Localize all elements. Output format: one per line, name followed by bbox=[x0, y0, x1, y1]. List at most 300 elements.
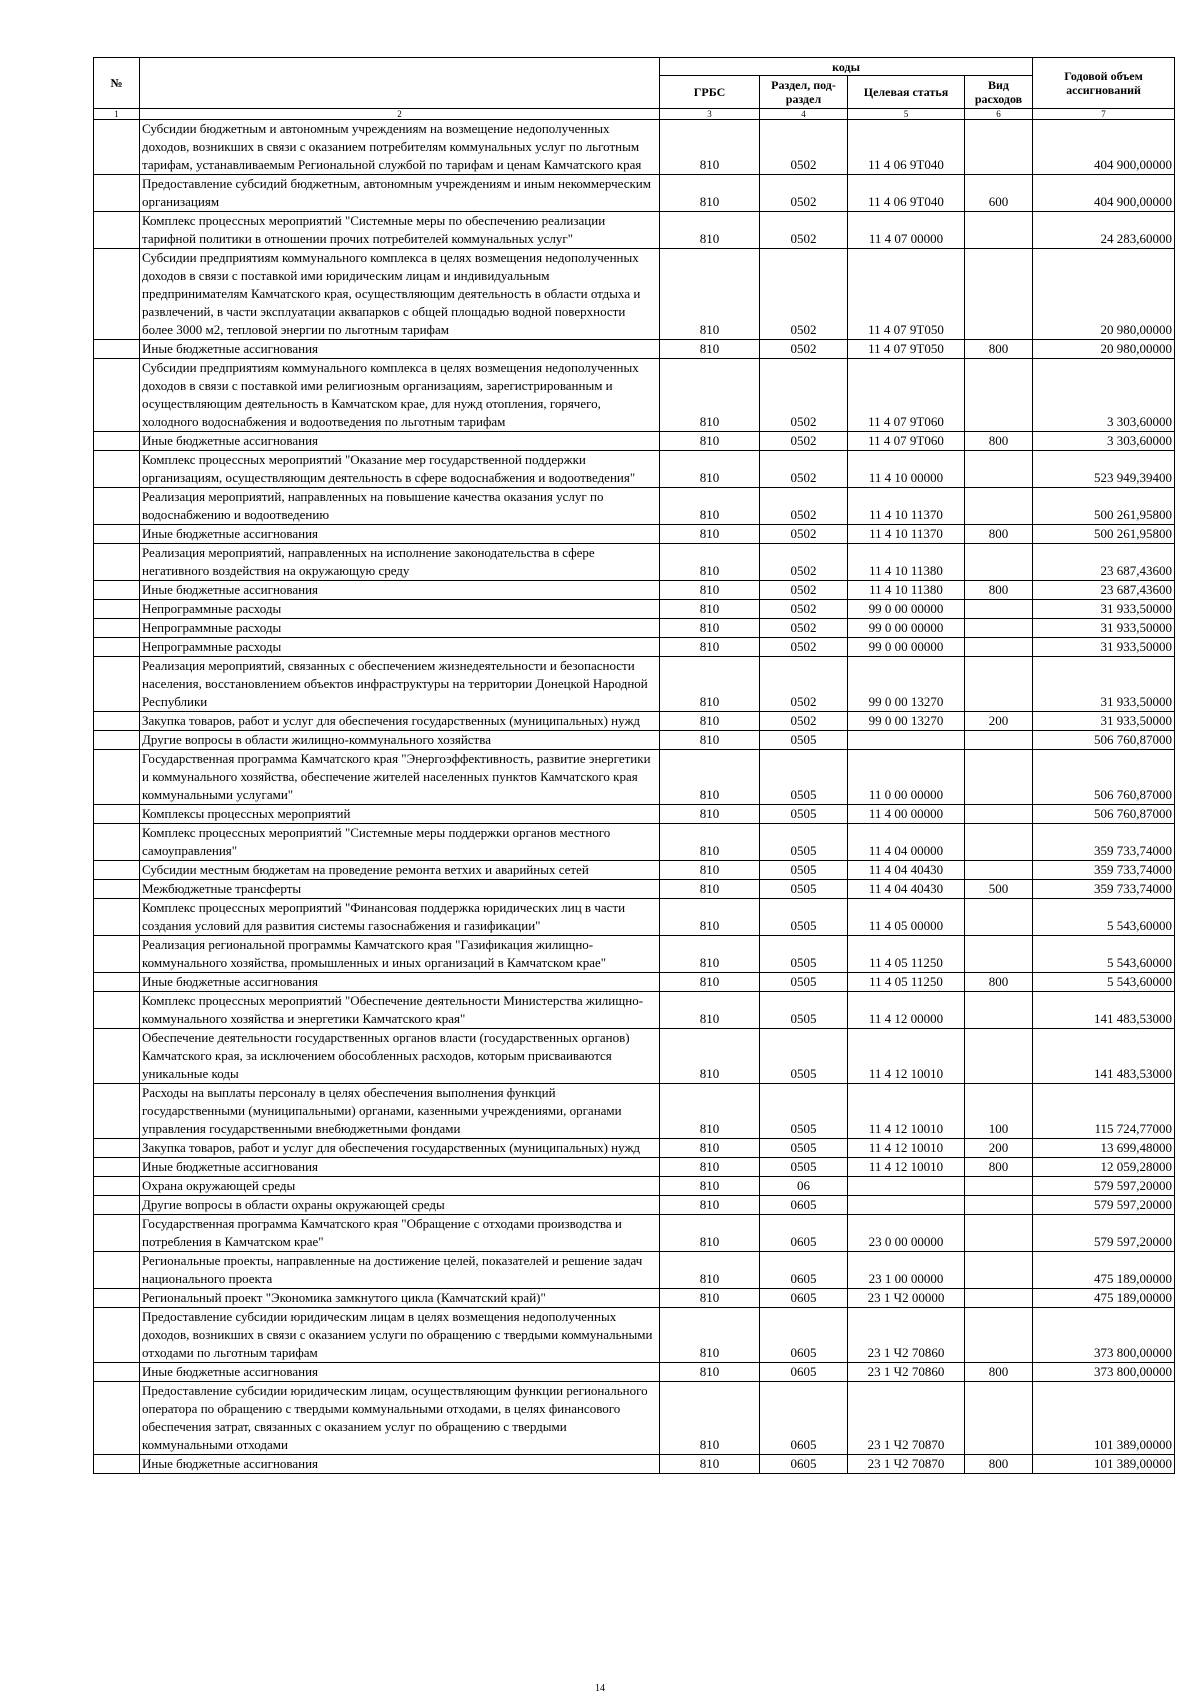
page-number: 14 bbox=[595, 1683, 605, 1694]
row-grbs-cell: 810 bbox=[660, 212, 760, 249]
row-type-cell bbox=[965, 488, 1033, 525]
row-amount-cell: 5 543,60000 bbox=[1033, 973, 1175, 992]
row-section-cell: 0502 bbox=[760, 488, 848, 525]
row-section-cell: 0605 bbox=[760, 1363, 848, 1382]
row-name-cell: Иные бюджетные ассигнования bbox=[140, 1158, 660, 1177]
column-number: 3 bbox=[660, 109, 760, 120]
table-row bbox=[94, 805, 1175, 824]
row-amount-cell: 5 543,60000 bbox=[1033, 936, 1175, 973]
row-grbs-cell: 810 bbox=[660, 1177, 760, 1196]
row-grbs-cell: 810 bbox=[660, 899, 760, 936]
row-number-cell bbox=[94, 340, 140, 359]
table-row bbox=[94, 249, 1175, 340]
row-target-cell: 11 4 06 9Т040 bbox=[848, 175, 965, 212]
row-name-cell: Реализация мероприятий, связанных с обеспечением жизнедеятельности и безопасности населения, восстановлением объектов инфраструктуры на территории Донецкой Народной Республики bbox=[140, 657, 660, 712]
row-name-cell: Непрограммные расходы bbox=[140, 619, 660, 638]
row-name-cell: Субсидии предприятиям коммунального комплекса в целях возмещения недополученных доходов в связи с поставкой ими юридическим лицам и индивидуальным предпринимателям Камчатского края, осуществляющим деятельность в области отдыха и развлечений, в части эксплуатации аквапарков с общей площадью водной поверхности более 3000 м2, тепловой энергии по льготным тарифам bbox=[140, 249, 660, 340]
row-grbs-cell: 810 bbox=[660, 936, 760, 973]
row-name-cell: Реализация мероприятий, направленных на повышение качества оказания услуг по водоснабжению и водоотведению bbox=[140, 488, 660, 525]
row-type-cell: 800 bbox=[965, 432, 1033, 451]
table-row bbox=[94, 992, 1175, 1029]
row-section-cell: 0605 bbox=[760, 1382, 848, 1455]
row-grbs-cell: 810 bbox=[660, 731, 760, 750]
row-amount-cell: 20 980,00000 bbox=[1033, 249, 1175, 340]
row-amount-cell: 373 800,00000 bbox=[1033, 1363, 1175, 1382]
row-grbs-cell: 810 bbox=[660, 1158, 760, 1177]
table-row bbox=[94, 1455, 1175, 1474]
row-amount-cell: 31 933,50000 bbox=[1033, 712, 1175, 731]
row-section-cell: 0505 bbox=[760, 880, 848, 899]
row-target-cell: 11 4 07 9Т050 bbox=[848, 340, 965, 359]
row-grbs-cell: 810 bbox=[660, 824, 760, 861]
row-amount-cell: 359 733,74000 bbox=[1033, 861, 1175, 880]
row-target-cell: 11 4 10 11370 bbox=[848, 525, 965, 544]
row-type-cell: 500 bbox=[965, 880, 1033, 899]
row-target-cell: 11 4 10 00000 bbox=[848, 451, 965, 488]
column-number: 2 bbox=[140, 109, 660, 120]
row-amount-cell: 506 760,87000 bbox=[1033, 805, 1175, 824]
table-row bbox=[94, 731, 1175, 750]
row-target-cell bbox=[848, 1196, 965, 1215]
row-target-cell: 23 1 Ч2 00000 bbox=[848, 1289, 965, 1308]
row-number-cell bbox=[94, 525, 140, 544]
row-target-cell: 11 4 12 10010 bbox=[848, 1029, 965, 1084]
row-amount-cell: 500 261,95800 bbox=[1033, 488, 1175, 525]
row-target-cell: 99 0 00 00000 bbox=[848, 619, 965, 638]
row-type-cell: 100 bbox=[965, 1084, 1033, 1139]
row-grbs-cell: 810 bbox=[660, 600, 760, 619]
row-number-cell bbox=[94, 249, 140, 340]
row-section-cell: 0505 bbox=[760, 992, 848, 1029]
row-type-cell bbox=[965, 805, 1033, 824]
row-type-cell bbox=[965, 992, 1033, 1029]
row-section-cell: 0502 bbox=[760, 432, 848, 451]
row-type-cell bbox=[965, 544, 1033, 581]
row-target-cell: 11 4 07 9Т060 bbox=[848, 432, 965, 451]
row-name-cell: Предоставление субсидий бюджетным, автономным учреждениям и иным некоммерческим организациям bbox=[140, 175, 660, 212]
row-target-cell: 23 1 00 00000 bbox=[848, 1252, 965, 1289]
row-section-cell: 0502 bbox=[760, 638, 848, 657]
row-target-cell: 11 4 07 9Т060 bbox=[848, 359, 965, 432]
row-section-cell: 0505 bbox=[760, 973, 848, 992]
column-number: 5 bbox=[848, 109, 965, 120]
table-row bbox=[94, 120, 1175, 175]
row-type-cell bbox=[965, 1289, 1033, 1308]
row-section-cell: 0502 bbox=[760, 175, 848, 212]
header-volume: Годовой объем ассигнований bbox=[1033, 58, 1175, 109]
row-name-cell: Иные бюджетные ассигнования bbox=[140, 432, 660, 451]
table-row bbox=[94, 880, 1175, 899]
row-name-cell: Региональный проект "Экономика замкнутого цикла (Камчатский край)" bbox=[140, 1289, 660, 1308]
row-name-cell: Предоставление субсидии юридическим лицам в целях возмещения недополученных доходов, возникших в связи с оказанием услуги по обращению с твердыми коммунальными отходами по льготным тарифам bbox=[140, 1308, 660, 1363]
row-grbs-cell: 810 bbox=[660, 249, 760, 340]
row-section-cell: 0605 bbox=[760, 1289, 848, 1308]
row-number-cell bbox=[94, 638, 140, 657]
table-row bbox=[94, 1177, 1175, 1196]
column-number: 6 bbox=[965, 109, 1033, 120]
row-grbs-cell: 810 bbox=[660, 880, 760, 899]
header-name bbox=[140, 58, 660, 109]
row-number-cell bbox=[94, 1252, 140, 1289]
row-grbs-cell: 810 bbox=[660, 1308, 760, 1363]
row-number-cell bbox=[94, 1215, 140, 1252]
row-section-cell: 0502 bbox=[760, 212, 848, 249]
row-amount-cell: 101 389,00000 bbox=[1033, 1455, 1175, 1474]
row-grbs-cell: 810 bbox=[660, 1252, 760, 1289]
row-type-cell bbox=[965, 1252, 1033, 1289]
row-amount-cell: 141 483,53000 bbox=[1033, 992, 1175, 1029]
row-grbs-cell: 810 bbox=[660, 451, 760, 488]
row-target-cell: 99 0 00 00000 bbox=[848, 638, 965, 657]
row-number-cell bbox=[94, 1196, 140, 1215]
row-name-cell: Предоставление субсидии юридическим лицам, осуществляющим функции регионального оператора по обращению с твердыми коммунальными отходами, в целях финансового обеспечения затрат, связанных с оказанием услуг по обращению с твердыми коммунальными отходами bbox=[140, 1382, 660, 1455]
row-grbs-cell: 810 bbox=[660, 861, 760, 880]
row-grbs-cell: 810 bbox=[660, 750, 760, 805]
row-name-cell: Иные бюджетные ассигнования bbox=[140, 525, 660, 544]
row-number-cell bbox=[94, 544, 140, 581]
header-grbs: ГРБС bbox=[660, 76, 760, 109]
row-grbs-cell: 810 bbox=[660, 359, 760, 432]
row-type-cell bbox=[965, 1382, 1033, 1455]
row-section-cell: 0605 bbox=[760, 1215, 848, 1252]
row-amount-cell: 141 483,53000 bbox=[1033, 1029, 1175, 1084]
row-type-cell bbox=[965, 1196, 1033, 1215]
table-row bbox=[94, 899, 1175, 936]
row-amount-cell: 579 597,20000 bbox=[1033, 1196, 1175, 1215]
row-name-cell: Иные бюджетные ассигнования bbox=[140, 1363, 660, 1382]
row-number-cell bbox=[94, 731, 140, 750]
row-amount-cell: 373 800,00000 bbox=[1033, 1308, 1175, 1363]
row-target-cell: 11 4 10 11380 bbox=[848, 581, 965, 600]
row-target-cell: 11 4 05 11250 bbox=[848, 936, 965, 973]
row-type-cell bbox=[965, 824, 1033, 861]
row-amount-cell: 579 597,20000 bbox=[1033, 1215, 1175, 1252]
row-section-cell: 0502 bbox=[760, 712, 848, 731]
row-target-cell: 11 4 12 10010 bbox=[848, 1139, 965, 1158]
row-number-cell bbox=[94, 359, 140, 432]
row-target-cell: 99 0 00 00000 bbox=[848, 600, 965, 619]
table-row bbox=[94, 657, 1175, 712]
row-name-cell: Государственная программа Камчатского края "Обращение с отходами производства и потребления в Камчатском крае" bbox=[140, 1215, 660, 1252]
row-type-cell bbox=[965, 899, 1033, 936]
table-row bbox=[94, 600, 1175, 619]
row-grbs-cell: 810 bbox=[660, 657, 760, 712]
header-type: Вид расходов bbox=[965, 76, 1033, 109]
row-target-cell: 11 4 05 00000 bbox=[848, 899, 965, 936]
row-amount-cell: 12 059,28000 bbox=[1033, 1158, 1175, 1177]
row-section-cell: 0505 bbox=[760, 731, 848, 750]
row-amount-cell: 13 699,48000 bbox=[1033, 1139, 1175, 1158]
row-name-cell: Субсидии бюджетным и автономным учреждениям на возмещение недополученных доходов, возникших в связи с оказанием потребителям коммунальных услуг по льготным тарифам, устанавливаемым Региональной службой по тарифам и ценам Камчатского края bbox=[140, 120, 660, 175]
row-number-cell bbox=[94, 973, 140, 992]
row-section-cell: 0505 bbox=[760, 824, 848, 861]
row-name-cell: Другие вопросы в области охраны окружающей среды bbox=[140, 1196, 660, 1215]
row-section-cell: 0502 bbox=[760, 657, 848, 712]
row-target-cell: 11 4 10 11370 bbox=[848, 488, 965, 525]
table-row bbox=[94, 1139, 1175, 1158]
header-codes: коды bbox=[660, 58, 1033, 76]
row-name-cell: Иные бюджетные ассигнования bbox=[140, 1455, 660, 1474]
row-grbs-cell: 810 bbox=[660, 175, 760, 212]
row-number-cell bbox=[94, 992, 140, 1029]
row-amount-cell: 31 933,50000 bbox=[1033, 619, 1175, 638]
row-amount-cell: 506 760,87000 bbox=[1033, 750, 1175, 805]
row-section-cell: 0502 bbox=[760, 249, 848, 340]
row-number-cell bbox=[94, 1139, 140, 1158]
row-amount-cell: 5 543,60000 bbox=[1033, 899, 1175, 936]
table-row bbox=[94, 525, 1175, 544]
row-type-cell bbox=[965, 120, 1033, 175]
row-amount-cell: 500 261,95800 bbox=[1033, 525, 1175, 544]
table-row bbox=[94, 488, 1175, 525]
row-section-cell: 0502 bbox=[760, 120, 848, 175]
row-type-cell bbox=[965, 936, 1033, 973]
row-name-cell: Иные бюджетные ассигнования bbox=[140, 340, 660, 359]
header-number: № bbox=[94, 58, 140, 109]
row-section-cell: 0505 bbox=[760, 1139, 848, 1158]
row-target-cell: 11 4 12 00000 bbox=[848, 992, 965, 1029]
table-row bbox=[94, 861, 1175, 880]
table-row bbox=[94, 1308, 1175, 1363]
row-number-cell bbox=[94, 1177, 140, 1196]
row-section-cell: 0605 bbox=[760, 1308, 848, 1363]
row-number-cell bbox=[94, 212, 140, 249]
row-target-cell: 23 1 Ч2 70870 bbox=[848, 1455, 965, 1474]
row-number-cell bbox=[94, 657, 140, 712]
row-amount-cell: 404 900,00000 bbox=[1033, 120, 1175, 175]
row-name-cell: Охрана окружающей среды bbox=[140, 1177, 660, 1196]
row-name-cell: Комплекс процессных мероприятий "Системные меры поддержки органов местного самоуправления" bbox=[140, 824, 660, 861]
table-row bbox=[94, 432, 1175, 451]
row-amount-cell: 24 283,60000 bbox=[1033, 212, 1175, 249]
row-grbs-cell: 810 bbox=[660, 1084, 760, 1139]
table-row bbox=[94, 973, 1175, 992]
row-name-cell: Комплексы процессных мероприятий bbox=[140, 805, 660, 824]
row-amount-cell: 359 733,74000 bbox=[1033, 880, 1175, 899]
row-section-cell: 0502 bbox=[760, 544, 848, 581]
row-section-cell: 0505 bbox=[760, 1084, 848, 1139]
row-target-cell: 11 4 05 11250 bbox=[848, 973, 965, 992]
table-row bbox=[94, 1215, 1175, 1252]
row-grbs-cell: 810 bbox=[660, 120, 760, 175]
row-grbs-cell: 810 bbox=[660, 1363, 760, 1382]
row-target-cell bbox=[848, 1177, 965, 1196]
row-amount-cell: 506 760,87000 bbox=[1033, 731, 1175, 750]
row-type-cell: 600 bbox=[965, 175, 1033, 212]
row-section-cell: 0505 bbox=[760, 1029, 848, 1084]
table-row bbox=[94, 1158, 1175, 1177]
row-amount-cell: 23 687,43600 bbox=[1033, 544, 1175, 581]
row-amount-cell: 359 733,74000 bbox=[1033, 824, 1175, 861]
row-target-cell: 11 4 07 9Т050 bbox=[848, 249, 965, 340]
row-grbs-cell: 810 bbox=[660, 638, 760, 657]
row-type-cell bbox=[965, 451, 1033, 488]
row-type-cell: 800 bbox=[965, 1455, 1033, 1474]
row-amount-cell: 31 933,50000 bbox=[1033, 657, 1175, 712]
row-number-cell bbox=[94, 880, 140, 899]
row-target-cell: 11 0 00 00000 bbox=[848, 750, 965, 805]
column-number: 7 bbox=[1033, 109, 1175, 120]
row-grbs-cell: 810 bbox=[660, 712, 760, 731]
row-number-cell bbox=[94, 1029, 140, 1084]
row-section-cell: 0502 bbox=[760, 525, 848, 544]
row-name-cell: Другие вопросы в области жилищно-коммунального хозяйства bbox=[140, 731, 660, 750]
row-name-cell: Непрограммные расходы bbox=[140, 638, 660, 657]
row-section-cell: 0505 bbox=[760, 861, 848, 880]
row-type-cell: 200 bbox=[965, 712, 1033, 731]
row-grbs-cell: 810 bbox=[660, 1382, 760, 1455]
row-amount-cell: 101 389,00000 bbox=[1033, 1382, 1175, 1455]
row-section-cell: 0502 bbox=[760, 451, 848, 488]
row-type-cell: 800 bbox=[965, 340, 1033, 359]
row-target-cell: 23 1 Ч2 70860 bbox=[848, 1363, 965, 1382]
row-name-cell: Расходы на выплаты персоналу в целях обеспечения выполнения функций государственными (муниципальными) органами, казенными учреждениями, органами управления государственными внебюджетными фондами bbox=[140, 1084, 660, 1139]
row-number-cell bbox=[94, 120, 140, 175]
row-grbs-cell: 810 bbox=[660, 1029, 760, 1084]
table-row bbox=[94, 1382, 1175, 1455]
table-row bbox=[94, 1252, 1175, 1289]
row-name-cell: Комплекс процессных мероприятий "Оказание мер государственной поддержки организациям, осуществляющим деятельность в сфере водоснабжения и водоотведения" bbox=[140, 451, 660, 488]
row-grbs-cell: 810 bbox=[660, 1215, 760, 1252]
row-section-cell: 0605 bbox=[760, 1455, 848, 1474]
row-target-cell: 99 0 00 13270 bbox=[848, 712, 965, 731]
row-target-cell: 11 4 06 9Т040 bbox=[848, 120, 965, 175]
row-amount-cell: 579 597,20000 bbox=[1033, 1177, 1175, 1196]
row-amount-cell: 115 724,77000 bbox=[1033, 1084, 1175, 1139]
table-row bbox=[94, 340, 1175, 359]
row-type-cell bbox=[965, 638, 1033, 657]
row-grbs-cell: 810 bbox=[660, 1455, 760, 1474]
row-name-cell: Комплекс процессных мероприятий "Финансовая поддержка юридических лиц в части создания условий для развития системы газоснабжения и газификации" bbox=[140, 899, 660, 936]
row-name-cell: Закупка товаров, работ и услуг для обеспечения государственных (муниципальных) нужд bbox=[140, 712, 660, 731]
header-target: Целевая статья bbox=[848, 76, 965, 109]
row-type-cell bbox=[965, 750, 1033, 805]
table-row bbox=[94, 1084, 1175, 1139]
row-target-cell bbox=[848, 731, 965, 750]
row-amount-cell: 475 189,00000 bbox=[1033, 1252, 1175, 1289]
row-grbs-cell: 810 bbox=[660, 619, 760, 638]
row-section-cell: 0605 bbox=[760, 1252, 848, 1289]
row-type-cell bbox=[965, 619, 1033, 638]
table-row bbox=[94, 1289, 1175, 1308]
row-target-cell: 23 1 Ч2 70860 bbox=[848, 1308, 965, 1363]
row-number-cell bbox=[94, 1363, 140, 1382]
row-name-cell: Непрограммные расходы bbox=[140, 600, 660, 619]
row-number-cell bbox=[94, 581, 140, 600]
row-grbs-cell: 810 bbox=[660, 544, 760, 581]
row-number-cell bbox=[94, 451, 140, 488]
row-type-cell: 800 bbox=[965, 973, 1033, 992]
row-amount-cell: 31 933,50000 bbox=[1033, 600, 1175, 619]
table-row bbox=[94, 712, 1175, 731]
row-grbs-cell: 810 bbox=[660, 488, 760, 525]
row-grbs-cell: 810 bbox=[660, 432, 760, 451]
row-type-cell: 800 bbox=[965, 581, 1033, 600]
row-number-cell bbox=[94, 1382, 140, 1455]
table-row bbox=[94, 936, 1175, 973]
row-amount-cell: 23 687,43600 bbox=[1033, 581, 1175, 600]
row-number-cell bbox=[94, 750, 140, 805]
row-type-cell bbox=[965, 1029, 1033, 1084]
row-type-cell bbox=[965, 731, 1033, 750]
table-row bbox=[94, 581, 1175, 600]
row-target-cell: 11 4 04 00000 bbox=[848, 824, 965, 861]
row-name-cell: Реализация мероприятий, направленных на исполнение законодательства в сфере негативного воздействия на окружающую среду bbox=[140, 544, 660, 581]
row-name-cell: Закупка товаров, работ и услуг для обеспечения государственных (муниципальных) нужд bbox=[140, 1139, 660, 1158]
row-name-cell: Межбюджетные трансферты bbox=[140, 880, 660, 899]
row-number-cell bbox=[94, 600, 140, 619]
row-section-cell: 0502 bbox=[760, 600, 848, 619]
row-number-cell bbox=[94, 712, 140, 731]
row-grbs-cell: 810 bbox=[660, 581, 760, 600]
row-number-cell bbox=[94, 805, 140, 824]
row-number-cell bbox=[94, 1308, 140, 1363]
table-row bbox=[94, 1196, 1175, 1215]
row-section-cell: 0502 bbox=[760, 359, 848, 432]
table-row bbox=[94, 619, 1175, 638]
row-type-cell bbox=[965, 861, 1033, 880]
row-number-cell bbox=[94, 1158, 140, 1177]
row-target-cell: 11 4 04 40430 bbox=[848, 861, 965, 880]
row-name-cell: Государственная программа Камчатского края "Энергоэффективность, развитие энергетики и коммунального хозяйства, обеспечение жителей населенных пунктов Камчатского края коммунальными услугами" bbox=[140, 750, 660, 805]
row-section-cell: 0505 bbox=[760, 805, 848, 824]
row-number-cell bbox=[94, 1289, 140, 1308]
row-grbs-cell: 810 bbox=[660, 1289, 760, 1308]
row-type-cell bbox=[965, 212, 1033, 249]
table-row bbox=[94, 212, 1175, 249]
table-body bbox=[94, 120, 1175, 1474]
row-name-cell: Обеспечение деятельности государственных органов власти (государственных органов) Камчатского края, за исключением обособленных расходов, которым присваиваются уникальные коды bbox=[140, 1029, 660, 1084]
row-number-cell bbox=[94, 1455, 140, 1474]
row-amount-cell: 404 900,00000 bbox=[1033, 175, 1175, 212]
row-number-cell bbox=[94, 861, 140, 880]
row-type-cell: 800 bbox=[965, 1363, 1033, 1382]
row-section-cell: 0505 bbox=[760, 936, 848, 973]
row-number-cell bbox=[94, 936, 140, 973]
table-row bbox=[94, 1363, 1175, 1382]
row-number-cell bbox=[94, 1084, 140, 1139]
row-section-cell: 0502 bbox=[760, 581, 848, 600]
row-target-cell: 11 4 10 11380 bbox=[848, 544, 965, 581]
column-number: 1 bbox=[94, 109, 140, 120]
row-number-cell bbox=[94, 824, 140, 861]
row-number-cell bbox=[94, 175, 140, 212]
table-row bbox=[94, 451, 1175, 488]
row-number-cell bbox=[94, 899, 140, 936]
row-section-cell: 0502 bbox=[760, 340, 848, 359]
row-grbs-cell: 810 bbox=[660, 1196, 760, 1215]
row-type-cell: 200 bbox=[965, 1139, 1033, 1158]
row-type-cell: 800 bbox=[965, 1158, 1033, 1177]
column-numbers-row bbox=[94, 109, 1175, 120]
header-section: Раздел, под- раздел bbox=[760, 76, 848, 109]
row-amount-cell: 3 303,60000 bbox=[1033, 432, 1175, 451]
table-row bbox=[94, 359, 1175, 432]
row-name-cell: Региональные проекты, направленные на достижение целей, показателей и решение задач национального проекта bbox=[140, 1252, 660, 1289]
row-type-cell: 800 bbox=[965, 525, 1033, 544]
row-grbs-cell: 810 bbox=[660, 805, 760, 824]
row-amount-cell: 523 949,39400 bbox=[1033, 451, 1175, 488]
row-section-cell: 0605 bbox=[760, 1196, 848, 1215]
row-grbs-cell: 810 bbox=[660, 525, 760, 544]
row-name-cell: Реализация региональной программы Камчатского края "Газификация жилищно-коммунального хозяйства, промышленных и иных организаций в Камчатском крае" bbox=[140, 936, 660, 973]
row-type-cell bbox=[965, 600, 1033, 619]
row-amount-cell: 475 189,00000 bbox=[1033, 1289, 1175, 1308]
row-grbs-cell: 810 bbox=[660, 973, 760, 992]
table-row bbox=[94, 824, 1175, 861]
row-name-cell: Комплекс процессных мероприятий "Системные меры по обеспечению реализации тарифной политики в отношении прочих потребителей коммунальных услуг" bbox=[140, 212, 660, 249]
table-row bbox=[94, 544, 1175, 581]
